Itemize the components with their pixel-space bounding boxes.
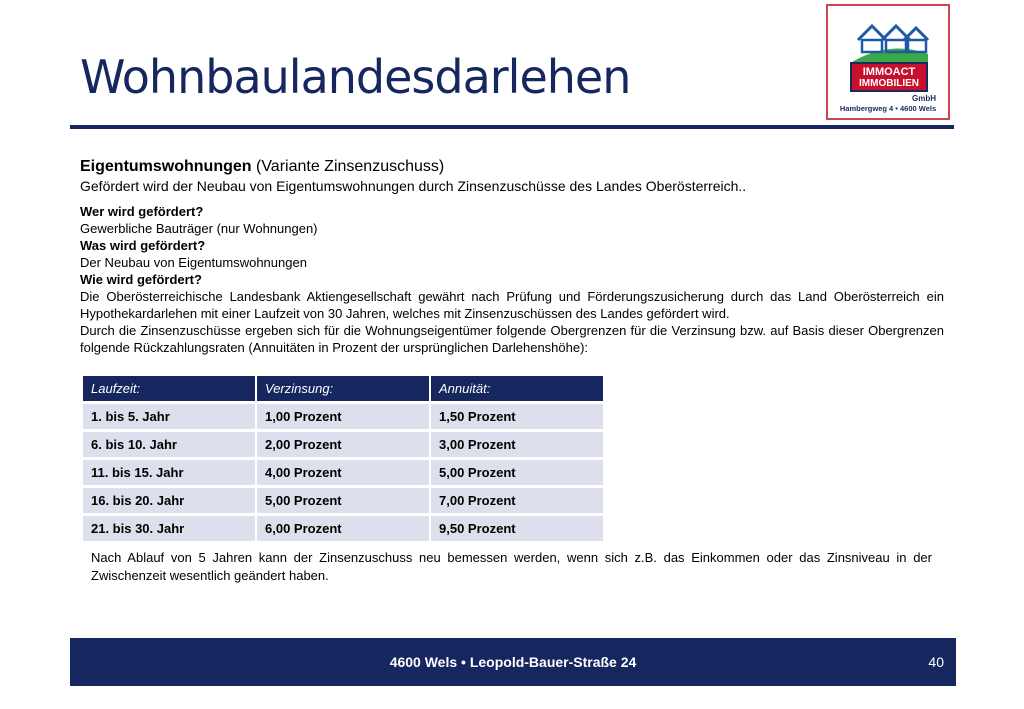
footer-address: 4600 Wels • Leopold-Bauer-Straße 24 — [389, 654, 637, 670]
table-header-row — [83, 376, 605, 401]
question-what: Was wird gefördert? — [80, 238, 206, 253]
main-content — [80, 157, 944, 356]
footnote-text: Nach Ablauf von 5 Jahren kann der Zinsenzuschuss neu bemessen werden, wenn sich z.B. das Einkommen oder das Zinsniveau in der Zwischenzeit wesentlich geändert haben. — [91, 550, 932, 583]
rates-table — [83, 373, 605, 544]
logo-gmbh: GmbH — [912, 94, 936, 103]
cell-verzinsung: 5,00 Prozent — [257, 488, 431, 513]
header-annuitaet: Annuität: — [431, 376, 605, 401]
logo-line1: IMMOACT — [862, 66, 916, 78]
answer-how: Die Oberösterreichische Landesbank Aktiengesellschaft gewährt nach Prüfung und Förderungszusicherung durch das Land Oberösterreich ein Hypothekardarlehen mit einer Laufzeit von 30 Jahren, welches mit Zinsenzuschüssen des Landes gefördert wird. — [80, 289, 944, 321]
cell-laufzeit: 6. bis 10. Jahr — [83, 432, 257, 457]
house-logo-icon — [850, 18, 930, 64]
heading-rest: (Variante Zinsenzuschuss) — [251, 158, 445, 175]
footer-bar — [70, 638, 956, 686]
cell-laufzeit: 1. bis 5. Jahr — [83, 404, 257, 429]
cell-annuitaet: 5,00 Prozent — [431, 460, 605, 485]
table-row — [83, 488, 605, 513]
cell-laufzeit: 16. bis 20. Jahr — [83, 488, 257, 513]
question-who: Wer wird gefördert? — [80, 204, 204, 219]
table-row — [83, 432, 605, 457]
page-title: Wohnbaulandesdarlehen — [80, 50, 631, 104]
logo-brand-band — [850, 62, 928, 92]
title-divider — [70, 125, 954, 129]
section-heading — [80, 157, 944, 177]
table-row — [83, 460, 605, 485]
cell-annuitaet: 7,00 Prozent — [431, 488, 605, 513]
answer-how-details: Durch die Zinsenzuschüsse ergeben sich für die Wohnungseigentümer folgende Obergrenzen für die Verzinsung bzw. auf Basis dieser Obergrenzen folgende Rückzahlungsraten (Annuitäten in Prozent der ursprünglichen Darlehenshöhe): — [80, 323, 944, 355]
heading-bold: Eigentumswohnungen — [80, 158, 252, 175]
table-row — [83, 404, 605, 429]
cell-verzinsung: 2,00 Prozent — [257, 432, 431, 457]
page-number: 40 — [928, 654, 944, 670]
answer-who: Gewerbliche Bauträger (nur Wohnungen) — [80, 221, 318, 236]
logo-line2: IMMOBILIEN — [859, 78, 919, 89]
cell-annuitaet: 9,50 Prozent — [431, 516, 605, 541]
section-subheading: Gefördert wird der Neubau von Eigentumswohnungen durch Zinsenzuschüsse des Landes Oberösterreich.. — [80, 178, 747, 194]
cell-laufzeit: 21. bis 30. Jahr — [83, 516, 257, 541]
cell-verzinsung: 4,00 Prozent — [257, 460, 431, 485]
header-laufzeit: Laufzeit: — [83, 376, 257, 401]
question-how: Wie wird gefördert? — [80, 272, 202, 287]
table-row — [83, 516, 605, 541]
cell-verzinsung: 6,00 Prozent — [257, 516, 431, 541]
answer-what: Der Neubau von Eigentumswohnungen — [80, 255, 307, 270]
header-verzinsung: Verzinsung: — [257, 376, 431, 401]
cell-annuitaet: 3,00 Prozent — [431, 432, 605, 457]
cell-annuitaet: 1,50 Prozent — [431, 404, 605, 429]
cell-laufzeit: 11. bis 15. Jahr — [83, 460, 257, 485]
cell-verzinsung: 1,00 Prozent — [257, 404, 431, 429]
logo-address: Hambergweg 4 • 4600 Wels — [839, 104, 937, 113]
company-logo — [826, 4, 950, 120]
